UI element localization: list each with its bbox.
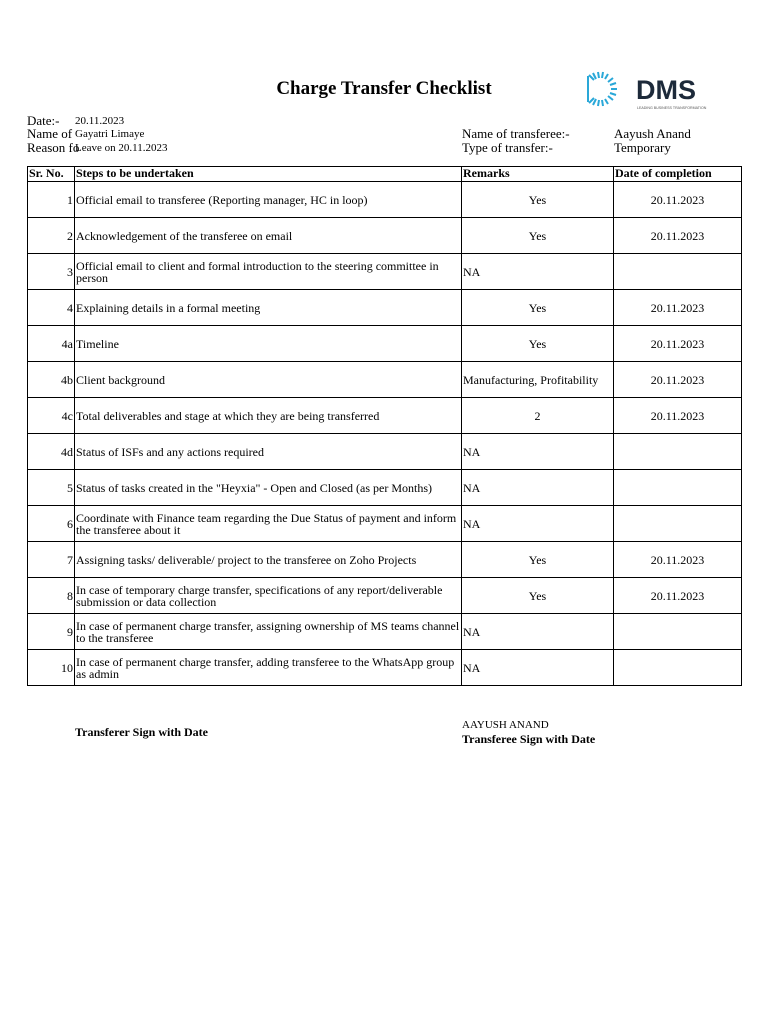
table-row	[28, 218, 742, 254]
row-remark: NA	[462, 470, 614, 506]
row-step: In case of temporary charge transfer, specifications of any report/deliverable submission or data collection	[75, 578, 462, 614]
row-remark: NA	[462, 434, 614, 470]
svg-text:DMS: DMS	[636, 75, 696, 105]
svg-text:LEADING BUSINESS TRANSFORMATIO: LEADING BUSINESS TRANSFORMATION	[637, 106, 707, 110]
row-sr: 4a	[28, 326, 75, 362]
row-remark: NA	[462, 650, 614, 686]
transferee-name-value: Aayush Anand	[614, 126, 691, 141]
table-row	[28, 362, 742, 398]
name-value: Gayatri Limaye	[75, 128, 145, 140]
row-date: 20.11.2023	[614, 362, 742, 398]
row-step: Official email to transferee (Reporting manager, HC in loop)	[75, 182, 462, 218]
row-sr: 4c	[28, 398, 75, 434]
header-date-of-completion: Date of completion	[614, 167, 742, 182]
row-date	[614, 470, 742, 506]
row-date	[614, 254, 742, 290]
row-sr: 10	[28, 650, 75, 686]
document-title: Charge Transfer Checklist	[276, 78, 492, 99]
row-remark: Yes	[462, 182, 614, 218]
row-remark: NA	[462, 506, 614, 542]
row-sr: 5	[28, 470, 75, 506]
row-remark: Manufacturing, Profitability	[462, 362, 614, 398]
transferee-signature-name: AAYUSH ANAND	[462, 719, 549, 731]
row-date: 20.11.2023	[614, 290, 742, 326]
row-step: Coordinate with Finance team regarding the Due Status of payment and inform the transferee about it	[75, 506, 462, 542]
row-date: 20.11.2023	[614, 542, 742, 578]
row-step: Assigning tasks/ deliverable/ project to the transferee on Zoho Projects	[75, 542, 462, 578]
row-remark: Yes	[462, 218, 614, 254]
table-row	[28, 326, 742, 362]
name-label: Name of	[27, 126, 73, 141]
dms-logo-icon	[584, 70, 724, 116]
transferee-name-label: Name of transferee:-	[462, 126, 570, 141]
row-step: Acknowledgement of the transferee on email	[75, 218, 462, 254]
header-steps: Steps to be undertaken	[75, 167, 462, 182]
transferee-sign-label: Transferee Sign with Date	[462, 732, 596, 746]
row-sr: 2	[28, 218, 75, 254]
row-step: Official email to client and formal introduction to the steering committee in person	[75, 254, 462, 290]
row-remark: Yes	[462, 326, 614, 362]
row-sr: 4d	[28, 434, 75, 470]
row-date	[614, 506, 742, 542]
table-row	[28, 398, 742, 434]
row-sr: 1	[28, 182, 75, 218]
transfer-type-value: Temporary	[614, 140, 671, 155]
table-row	[28, 434, 742, 470]
row-step: Timeline	[75, 326, 462, 362]
row-date: 20.11.2023	[614, 182, 742, 218]
dms-logo	[584, 70, 724, 116]
date-label: Date:-	[27, 113, 60, 128]
row-sr: 7	[28, 542, 75, 578]
row-step: Status of ISFs and any actions required	[75, 434, 462, 470]
row-date: 20.11.2023	[614, 218, 742, 254]
row-sr: 3	[28, 254, 75, 290]
row-sr: 9	[28, 614, 75, 650]
reason-label: Reason fo	[27, 140, 80, 155]
row-step: In case of permanent charge transfer, adding transferee to the WhatsApp group as admin	[75, 650, 462, 686]
header-remarks: Remarks	[462, 167, 614, 182]
checklist-table	[27, 166, 742, 686]
row-date: 20.11.2023	[614, 326, 742, 362]
row-sr: 4b	[28, 362, 75, 398]
table-row	[28, 254, 742, 290]
row-remark: Yes	[462, 542, 614, 578]
table-row	[28, 614, 742, 650]
row-step: Total deliverables and stage at which they are being transferred	[75, 398, 462, 434]
date-value: 20.11.2023	[75, 115, 125, 127]
row-date: 20.11.2023	[614, 578, 742, 614]
table-row	[28, 470, 742, 506]
row-sr: 4	[28, 290, 75, 326]
row-step: Explaining details in a formal meeting	[75, 290, 462, 326]
row-sr: 8	[28, 578, 75, 614]
table-row	[28, 290, 742, 326]
row-remark: NA	[462, 254, 614, 290]
row-date: 20.11.2023	[614, 398, 742, 434]
transfer-type-label: Type of transfer:-	[462, 140, 553, 155]
table-header-row	[28, 167, 742, 182]
row-step: Client background	[75, 362, 462, 398]
table-row	[28, 506, 742, 542]
row-date	[614, 614, 742, 650]
row-sr: 6	[28, 506, 75, 542]
row-step: Status of tasks created in the "Heyxia" - Open and Closed (as per Months)	[75, 470, 462, 506]
table-row	[28, 542, 742, 578]
table-row	[28, 650, 742, 686]
row-date	[614, 434, 742, 470]
row-step: In case of permanent charge transfer, assigning ownership of MS teams channel to the transferee	[75, 614, 462, 650]
table-row	[28, 578, 742, 614]
reason-value: Leave on 20.11.2023	[75, 142, 168, 154]
transferer-sign-label: Transferer Sign with Date	[75, 725, 208, 739]
header-sr-no: Sr. No.	[28, 167, 75, 182]
table-row	[28, 182, 742, 218]
row-date	[614, 650, 742, 686]
row-remark: Yes	[462, 578, 614, 614]
row-remark: 2	[462, 398, 614, 434]
row-remark: Yes	[462, 290, 614, 326]
row-remark: NA	[462, 614, 614, 650]
